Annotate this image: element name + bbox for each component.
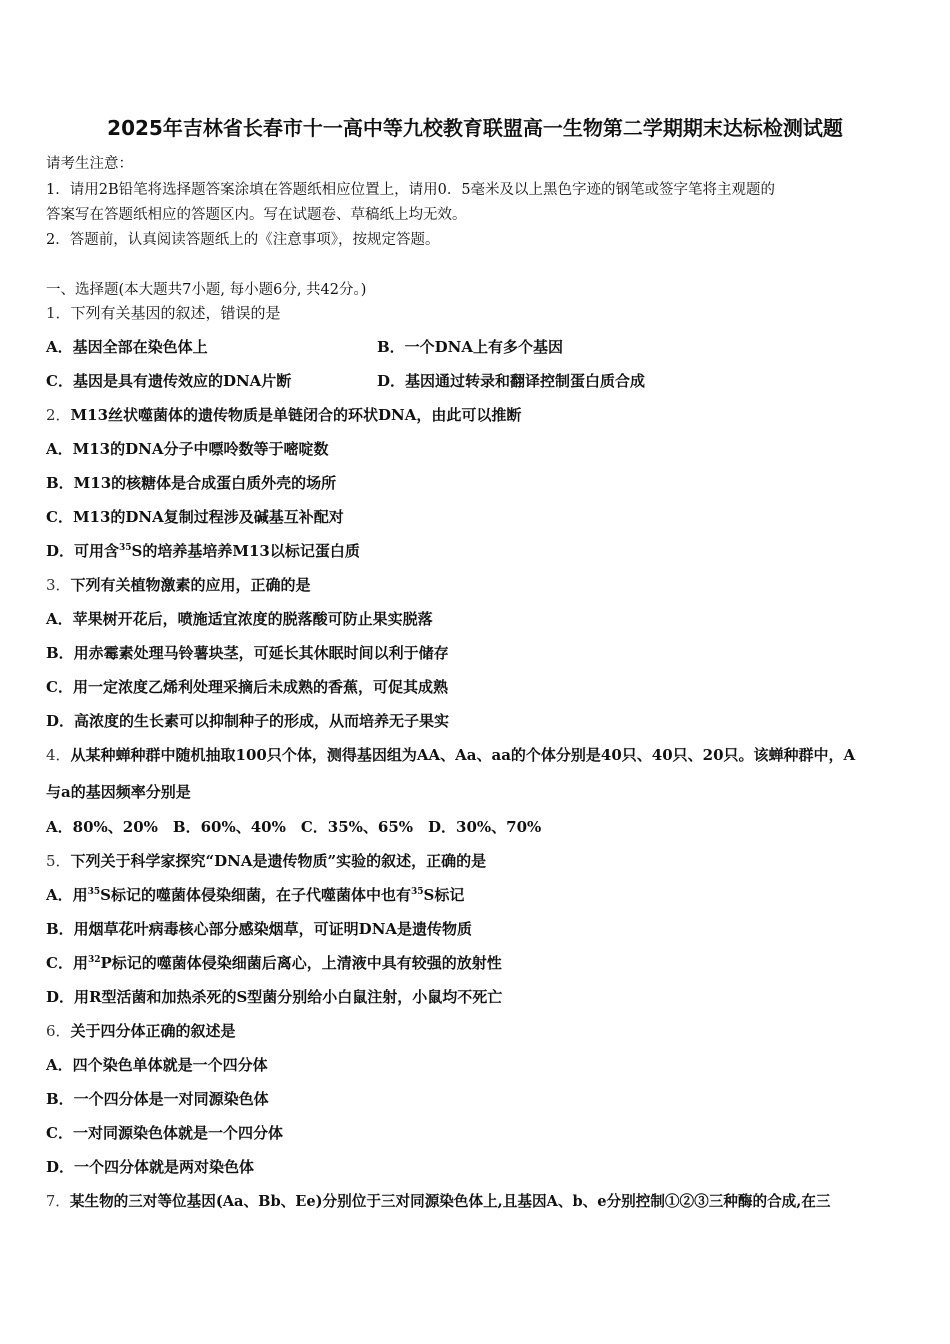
question-5-option-a-sup-1: 35: [87, 887, 101, 897]
question-3-option-c: C．用一定浓度乙烯利处理采摘后未成熟的香蕉，可促其成熟: [46, 678, 448, 696]
question-5: [46, 850, 486, 871]
question-6: [46, 1020, 236, 1041]
question-2-option-d-post: S的培养基培养M13以标记蛋白质: [131, 542, 360, 560]
question-1-number: 1．: [46, 304, 71, 322]
question-2-option-a: A．M13的DNA分子中嘌呤数等于嘧啶数: [46, 440, 329, 458]
question-5-option-c: [46, 952, 502, 973]
question-5-option-d: D．用R型活菌和加热杀死的S型菌分别给小白鼠注射，小鼠均不死亡: [46, 988, 503, 1006]
question-1: [46, 302, 281, 323]
section-heading: 一、选择题(本大题共7小题, 每小题6分, 共42分。): [46, 282, 367, 298]
question-7: [46, 1190, 831, 1211]
question-2-stem: M13丝状噬菌体的遗传物质是单链闭合的环状DNA，由此可以推断: [70, 406, 522, 424]
question-6-option-c: C．一对同源染色体就是一个四分体: [46, 1124, 283, 1142]
question-4: [46, 744, 855, 765]
question-5-option-a-post: S标记: [423, 886, 465, 904]
question-2-option-c: C．M13的DNA复制过程涉及碱基互补配对: [46, 508, 344, 526]
notice-item-1a: 1．请用2B铅笔将选择题答案涂填在答题纸相应位置上，请用0．5毫米及以上黑色字迹的钢笔或签字笔将主观题的: [46, 182, 776, 198]
question-5-option-a: [46, 884, 464, 905]
question-1-option-a: A．基因全部在染色体上: [46, 338, 208, 356]
question-5-option-c-post: P标记的噬菌体侵染细菌后离心，上清液中具有较强的放射性: [100, 954, 502, 972]
question-5-option-b: B．用烟草花叶病毒核心部分感染烟草，可证明DNA是遗传物质: [46, 920, 473, 938]
question-3-stem: 下列有关植物激素的应用，正确的是: [70, 576, 311, 594]
notice-item-2: 2．答题前，认真阅读答题纸上的《注意事项》，按规定答题。: [46, 232, 440, 248]
question-2-number: 2．: [46, 406, 71, 424]
question-2-option-d: [46, 540, 360, 561]
question-5-option-a-sup-2: 35: [411, 887, 424, 897]
question-6-stem: 关于四分体正确的叙述是: [70, 1022, 236, 1040]
question-1-option-c: C．基因是具有遗传效应的DNA片断: [46, 372, 292, 390]
question-5-stem: 下列关于科学家探究“DNA是遗传物质”实验的叙述，正确的是: [70, 852, 487, 870]
question-1-stem: 下列有关基因的叙述，错误的是: [70, 304, 281, 322]
notice-item-1b: 答案写在答题纸相应的答题区内。写在试题卷、草稿纸上均无效。: [46, 207, 467, 223]
question-4-stem-line-1: 从某种蝉种群中随机抽取100只个体，测得基因组为AA、Aa、aa的个体分别是40只、40只、20只。该蝉种群中，A: [70, 746, 856, 764]
question-3: [46, 574, 311, 595]
page-title: 2025年吉林省长春市十一高中等九校教育联盟高一生物第二学期期末达标检测试题: [107, 116, 843, 140]
question-4-stem-line-2: 与a的基因频率分别是: [46, 783, 191, 801]
question-6-option-a: A．四个染色单体就是一个四分体: [46, 1056, 268, 1074]
question-7-stem: 某生物的三对等位基因(Aa、Bb、Ee)分别位于三对同源染色体上,且基因A、b、e分别控制①②③三种酶的合成,在三: [69, 1193, 831, 1210]
question-5-option-a-mid: S标记的噬菌体侵染细菌，在子代噬菌体中也有: [100, 886, 412, 904]
question-2: [46, 404, 521, 425]
question-1-row-2: [46, 370, 646, 391]
question-5-option-c-sup: 32: [87, 955, 101, 965]
question-1-row-1: [46, 336, 564, 357]
question-6-option-b: B．一个四分体是一对同源染色体: [46, 1090, 269, 1108]
question-5-option-c-pre: C．用: [46, 954, 88, 972]
question-4-number: 4．: [46, 746, 71, 764]
question-3-option-a: A．苹果树开花后，喷施适宜浓度的脱落酸可防止果实脱落: [46, 610, 433, 628]
question-2-option-d-sup: 35: [119, 543, 132, 553]
question-6-option-d: D．一个四分体就是两对染色体: [46, 1158, 255, 1176]
question-2-option-d-pre: D．可用含: [46, 542, 120, 560]
question-4-options: A．80%、20% B．60%、40% C．35%、65% D．30%、70%: [46, 818, 542, 836]
question-2-option-b: B．M13的核糖体是合成蛋白质外壳的场所: [46, 474, 337, 492]
question-6-number: 6．: [46, 1022, 71, 1040]
question-3-number: 3．: [46, 576, 71, 594]
question-7-number: 7．: [46, 1193, 70, 1210]
question-5-option-a-pre: A．用: [46, 886, 88, 904]
question-3-option-b: B．用赤霉素处理马铃薯块茎，可延长其休眠时间以利于储存: [46, 644, 449, 662]
question-1-option-d: D．基因通过转录和翻译控制蛋白质合成: [377, 372, 646, 390]
question-1-option-b: B．一个DNA上有多个基因: [377, 338, 564, 356]
question-5-number: 5．: [46, 852, 71, 870]
question-3-option-d: D．高浓度的生长素可以抑制种子的形成，从而培养无子果实: [46, 712, 450, 730]
notice-heading: 请考生注意：: [46, 156, 133, 172]
